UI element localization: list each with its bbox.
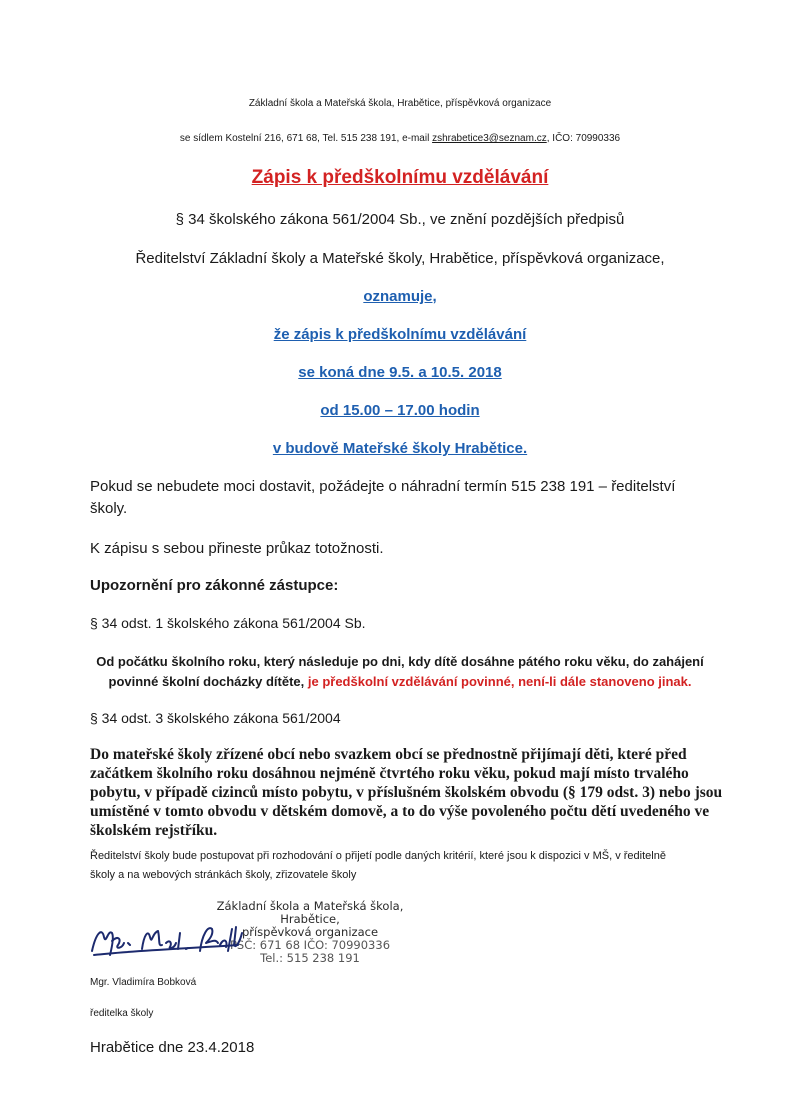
announcement-dates: se koná dne 9.5. a 10.5. 2018 xyxy=(298,364,502,381)
header-ico: , IČO: 70990336 xyxy=(546,133,621,144)
stamp-line4: PSČ: 671 68 IČO: 70990336 xyxy=(229,938,391,952)
announcement-hours: od 15.00 – 17.00 hodin xyxy=(320,402,480,419)
date-line: Hrabětice dne 23.4.2018 xyxy=(90,1039,255,1056)
announcement-enrollment: že zápis k předškolnímu vzdělávání xyxy=(273,326,527,343)
paragraph3-reference: § 34 odst. 3 školského zákona 561/2004 xyxy=(90,710,341,726)
paragraph1-reference: § 34 odst. 1 školského zákona 561/2004 Sb. xyxy=(90,615,366,631)
signer-name: Mgr. Vladimíra Bobková xyxy=(90,977,197,988)
header-address: se sídlem Kostelní 216, 671 68, Tel. 515 238 191, e-mail xyxy=(179,133,433,144)
notice-heading: Upozornění pro zákonné zástupce: xyxy=(90,577,339,594)
paragraph3-line3: pobytu, v případě cizinců místo pobytu, v příslušném školském obvodu (§ 179 odst. 3) nebo jsou xyxy=(90,784,723,801)
paragraph3-line2: začátkem školního roku dosáhnou nejméně čtvrtého roku věku, pokud mají místo trvalého xyxy=(90,765,689,782)
paragraph3-line4: umístěné v tomto obvodu v dětském domově, a to do výše povoleného počtu dětí uvedeného ve xyxy=(90,803,710,820)
signer-role: ředitelka školy xyxy=(90,1008,154,1019)
paragraph1-line2-text: povinné školní docházky dítěte, xyxy=(108,674,308,689)
handwritten-signature xyxy=(88,915,258,965)
law-reference: § 34 školského zákona 561/2004 Sb., ve znění pozdějších předpisů xyxy=(175,211,625,228)
page-title: Zápis k předškolnímu vzdělávání xyxy=(251,167,549,188)
header-email-link[interactable]: zshrabetice3@seznam.cz xyxy=(432,133,547,144)
stamp-line5: Tel.: 515 238 191 xyxy=(260,951,360,965)
directorate-line: Ředitelství Základní školy a Mateřské školy, Hrabětice, příspěvková organizace, xyxy=(135,250,665,267)
stamp-line2: Hrabětice, xyxy=(280,912,340,926)
paragraph3-line1: Do mateřské školy zřízené obcí nebo svazkem obcí se přednostně přijímají děti, které před xyxy=(90,746,687,763)
announcement-oznamuje: oznamuje, xyxy=(363,288,437,305)
school-header-contact xyxy=(0,133,800,144)
criteria-line1: Ředitelství školy bude postupovat při rozhodování o přijetí podle daných kritérií, které jsou k dispozici v MŠ, v ředitelně xyxy=(90,850,666,862)
paragraph1-line2 xyxy=(0,674,800,689)
criteria-line2: školy a na webových stránkách školy, zřizovatele školy xyxy=(90,869,357,881)
alt-term-line2: školy. xyxy=(90,500,128,517)
stamp-line1: Základní škola a Mateřská škola, xyxy=(216,899,404,913)
paragraph1-mandatory-note: je předškolní vzdělávání povinné, není-li dále stanoveno jinak. xyxy=(307,674,692,689)
paragraph1-line1: Od počátku školního roku, který následuje po dni, kdy dítě dosáhne pátého roku věku, do zahájení xyxy=(96,654,704,669)
announcement-location: v budově Mateřské školy Hrabětice. xyxy=(272,440,528,457)
id-note: K zápisu s sebou přineste průkaz totožnosti. xyxy=(90,540,384,557)
school-header-name: Základní škola a Mateřská škola, Hrabětice, příspěvková organizace xyxy=(248,98,552,109)
alt-term-line1: Pokud se nebudete moci dostavit, požádejte o náhradní termín 515 238 191 – ředitelství xyxy=(90,478,676,495)
paragraph3-line5: školském rejstříku. xyxy=(90,822,218,839)
stamp-line3: příspěvková organizace xyxy=(241,925,379,939)
